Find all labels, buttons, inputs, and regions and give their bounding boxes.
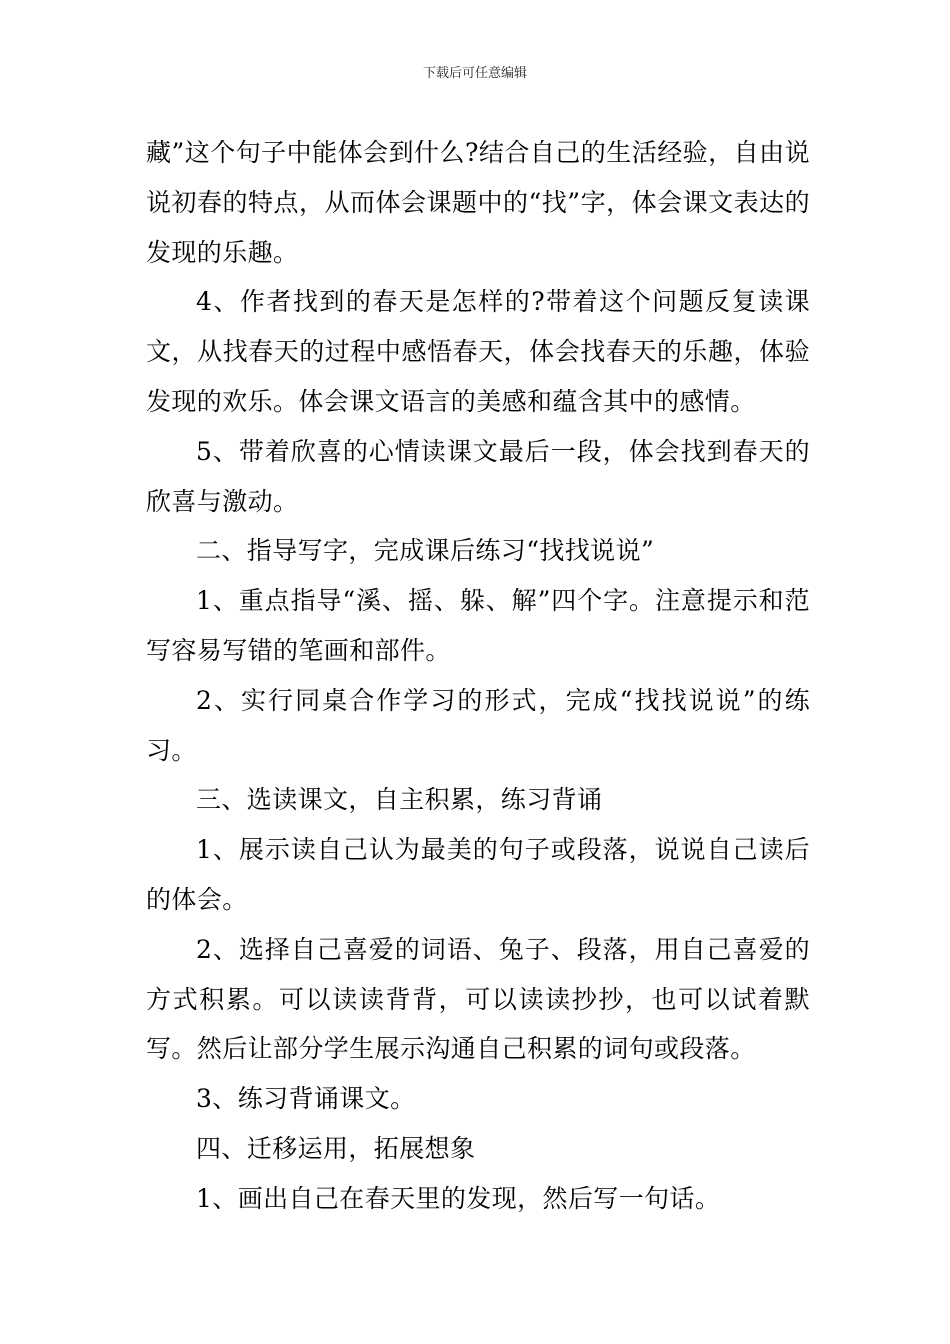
paragraph: 1、画出自己在春天里的发现，然后写一句话。 xyxy=(196,1183,721,1213)
paragraph: 1、展示读自己认为最美的句子或段落，说说自己读后的体会。 xyxy=(146,835,810,914)
section-heading: 二、指导写字，完成课后练习“找找说说” xyxy=(196,536,655,566)
paragraph: 藏”这个句子中能体会到什么?结合自己的生活经验，自由说说初春的特点，从而体会课题中的“找”字，体会课文表达的发现的乐趣。 xyxy=(146,138,810,267)
paragraph: 4、作者找到的春天是怎样的?带着这个问题反复读课文，从找春天的过程中感悟春天，体会找春天的乐趣，体验发现的欢乐。体会课文语言的美感和蕴含其中的感情。 xyxy=(146,287,810,416)
section-heading: 四、迁移运用，拓展想象 xyxy=(196,1133,476,1163)
section-heading: 三、选读课文，自主积累，练习背诵 xyxy=(196,785,603,815)
document-body xyxy=(146,128,810,1224)
paragraph: 2、选择自己喜爱的词语、兔子、段落，用自己喜爱的方式积累。可以读读背背，可以读读抄抄，也可以试着默写。然后让部分学生展示沟通自己积累的词句或段落。 xyxy=(146,934,810,1064)
paragraph: 3、练习背诵课文。 xyxy=(196,1084,416,1114)
page-header: 下载后可任意编辑 xyxy=(422,66,527,81)
paragraph: 1、重点指导“溪、摇、躲、解”四个字。注意提示和范写容易写错的笔画和部件。 xyxy=(146,586,810,665)
paragraph: 2、实行同桌合作学习的形式，完成“找找说说”的练习。 xyxy=(146,685,810,765)
paragraph: 5、带着欣喜的心情读课文最后一段，体会找到春天的欣喜与激动。 xyxy=(146,436,810,516)
